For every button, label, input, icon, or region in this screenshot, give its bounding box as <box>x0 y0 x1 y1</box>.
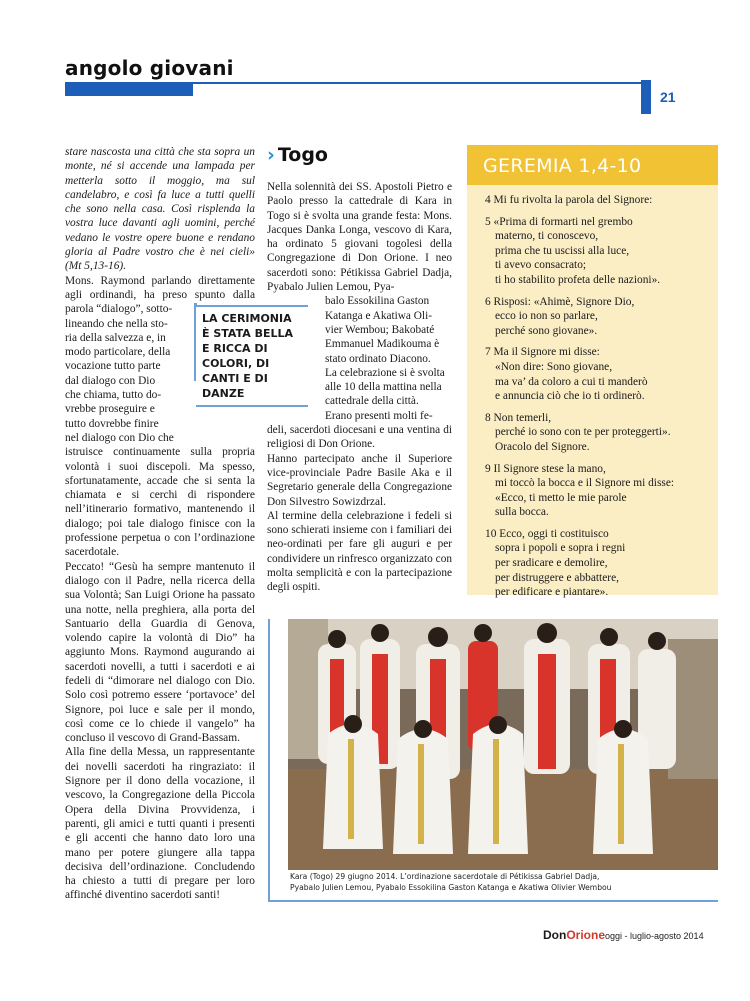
verse <box>485 462 700 520</box>
verse <box>485 411 700 455</box>
paragraph-thanks: Alla fine della Messa, un rappresentante dei novelli sacerdoti ha ringraziato: il Signore per il dono della vocazione, il vescovo, la Congregazione della Piccola Opera della Divina Provvidenza, i parenti, gli amici e tutti quanti i presenti e gli accenti che hanno dato loro una mano per potere giungere alla tappa decisiva dell’ordinazione. Concludendo ha chiesto a tutti di pregare per loro affinché diventino sacerdoti santi! <box>65 746 255 902</box>
footer-brand: Don <box>543 928 567 942</box>
page-tab <box>641 80 651 114</box>
indented-line: Katanga e Akatiwa Oli- <box>325 309 432 322</box>
verse-line: 5 «Prima di formarti nel grembo <box>485 215 633 228</box>
paragraph-participants: Hanno partecipato anche il Superiore vice-provinciale Padre Basile Aka e il Segretario generale della Congregazione Don Silvestro Sowizdrzal. <box>267 452 452 508</box>
narrow-line: ria della salvezza e, in <box>65 331 166 344</box>
verse-continuation: per edificare e piantare». <box>495 586 609 599</box>
verse-line: 9 Il Signore stese la mano, <box>485 462 606 475</box>
verse <box>485 345 700 403</box>
verse-continuation: e annuncia ciò che io ti ordinerò. <box>495 390 645 403</box>
photo-caption <box>290 872 710 893</box>
verse-continuation: perché sono giovane». <box>495 324 598 337</box>
verse-line: 8 Non temerli, <box>485 411 552 424</box>
verse-continuation: «Ecco, ti metto le mie parole <box>495 491 627 504</box>
footer-brand-accent: Orione <box>566 928 605 942</box>
indented-line: La celebrazione si è svolta <box>325 366 445 379</box>
paragraph-celebration-end: Al termine della celebrazione i fedeli si sono schierati insieme con i familiari dei neo-ordinati per fare gli auguri e per condividere un rinfresco organizzato con molta semplicità e con la partecipazione degli ospiti. <box>267 509 452 594</box>
indented-line: vier Wembou; Bakobaté <box>325 323 435 336</box>
footer <box>543 928 704 942</box>
indented-line: cattedrale della città. <box>325 395 419 408</box>
ordination-photo-illustration <box>288 619 718 870</box>
chevron-right-icon: › <box>267 144 275 166</box>
header-accent-bar <box>65 84 193 96</box>
article-column-left <box>65 145 255 903</box>
verse-continuation: prima che tu uscissi alla luce, <box>495 244 630 257</box>
verse-line: 7 Ma il Signore mi disse: <box>485 346 600 359</box>
paragraph-togo-rest: deli, sacerdoti diocesani e una ventina di religiosi di Don Orione. <box>267 424 452 451</box>
verse-continuation: ti ho stabilito profeta delle nazioni». <box>495 273 661 286</box>
verse-continuation: «Non dire: Sono giovane, <box>495 360 613 373</box>
verse-continuation: ma va’ da coloro a cui ti manderò <box>495 375 648 388</box>
togo-heading-text: Togo <box>277 144 328 166</box>
verse-line: 10 Ecco, oggi ti costituisco <box>485 527 609 540</box>
indented-line: Emmanuel Madikouma è <box>325 338 440 351</box>
indented-line: alle 10 della mattina nella <box>325 381 442 394</box>
togo-heading <box>267 144 328 166</box>
narrow-line: dal dialogo con Dio <box>65 374 156 387</box>
verse <box>485 215 700 288</box>
paragraph-peccato: Peccato! “Gesù ha sempre mantenuto il dialogo con il Padre, nella ricerca della sua Volontà; San Luigi Orione ha passato una notte, nella preghiera, alla porta del Santuario della Guardia di Genova, volendo capire la volontà di Dio” ha aggiunto Mons. Raymond augurando ai sacerdoti novelli, a tutti i sacerdoti e ai fedeli di “dimorare nel dialogo con Dio. Solo così potremo essere ‘portavoce’ del Signore, poi luce e sale per il mondo, così come ce lo chiede il vangelo” ha concluso il vescovo di Grand-Bassam. <box>65 560 255 745</box>
article-column-middle <box>267 180 452 595</box>
verse-list <box>467 185 718 600</box>
section-title: angolo giovani <box>65 56 234 80</box>
narrow-line: vrebbe proseguire e <box>65 403 155 416</box>
narrow-line: lineando che nella sto- <box>65 317 168 330</box>
narrow-line: nel dialogo con Dio che <box>65 431 174 444</box>
verse <box>485 193 700 208</box>
pullquote: LA CERIMONIA È STATA BELLA E RICCA DI COLORI, DI CANTI E DI DANZE <box>196 305 308 407</box>
sidebar-title: GEREMIA 1,4-10 <box>467 145 718 185</box>
narrow-line: vocazione tutto parte <box>65 360 161 373</box>
caption-line: Pyabalo Julien Lemou, Pyabalo Essokilina Gaston Katanga e Akatiwa Olivier Wembou <box>290 882 612 892</box>
footer-issue: oggi - luglio-agosto 2014 <box>605 931 704 941</box>
narrow-line: tutto dovrebbe finire <box>65 417 159 430</box>
verse-continuation: per distruggere e abbattere, <box>495 571 619 584</box>
verse-continuation: ecco io non so parlare, <box>495 310 598 323</box>
verse-continuation: materno, ti conoscevo, <box>495 230 599 243</box>
indented-text-block <box>267 294 452 423</box>
verse-line: 4 Mi fu rivolta la parola del Signore: <box>485 194 653 206</box>
paragraph-togo-intro: Nella solennità dei SS. Apostoli Pietro e Paolo presso la cattedrale di Kara in Togo si è svolta una grande festa: Mons. Jacques Danka Longa, vescovo di Kara, ha ordinato 5 giovani togolesi della Congregazione di Don Orione. I neo sacerdoti sono: Pétikissa Gabriel Dadja, Pyabalo Julien Lemou, Pya- <box>267 181 452 294</box>
verse-continuation: ti avevo consacrato; <box>495 259 587 272</box>
page-number: 21 <box>660 89 676 105</box>
narrow-line: che chiama, tutto do- <box>65 389 162 402</box>
verse-continuation: perché io sono con te per proteggerti». <box>495 426 671 439</box>
verse <box>485 527 700 600</box>
ordination-photo <box>288 619 718 870</box>
scripture-sidebar <box>467 145 718 599</box>
paragraph-dialogue-intro: Mons. Raymond parlando direttamente agli ordinandi, ha preso spunto dalla parola “dialogo”, sotto- <box>65 274 255 316</box>
caption-line: Kara (Togo) 29 giugno 2014. L’ordinazione sacerdotale di Pétikissa Gabriel Dadja, <box>290 872 600 881</box>
verse-continuation: per sradicare e demolire, <box>495 557 608 570</box>
verse-continuation: sopra i popoli e sopra i regni <box>495 542 626 555</box>
verse-continuation: sulla bocca. <box>495 506 549 519</box>
indented-line: stato ordinato Diacono. <box>325 352 431 365</box>
indented-line: Erano presenti molti fe- <box>325 409 433 422</box>
gospel-quote: stare nascosta una città che sta sopra un monte, né si accende una lampada per metterla sotto il moggio, ma sul candelabro, e così fa luce a tutti quelli che sono nella casa. Così risplenda la vostra luce davanti agli uomini, perché vedano le vostre opere buone e rendano gloria al Padre vostro che è nei cieli» (Mt 5,13-16). <box>65 146 255 273</box>
indented-line: balo Essokilina Gaston <box>325 295 430 308</box>
verse-line: 6 Risposi: «Ahimè, Signore Dio, <box>485 295 635 308</box>
verse-continuation: mi toccò la bocca e il Signore mi disse: <box>495 477 675 490</box>
verse <box>485 295 700 339</box>
narrow-line: modo particolare, della <box>65 346 171 359</box>
verse-continuation: Oracolo del Signore. <box>495 440 590 453</box>
paragraph-dialogue-rest: istruisce continuamente sulla propria volontà i suoi discepoli. Ma spesso, sfortunatamente, accade che si senta la chiamata e si cerchi di rispondere nell’itinerario formativo, mantenendo il dialogo; poi tale dialogo finisce con la professione perpetua o con l’ordinazione sacerdotale. <box>65 446 255 559</box>
